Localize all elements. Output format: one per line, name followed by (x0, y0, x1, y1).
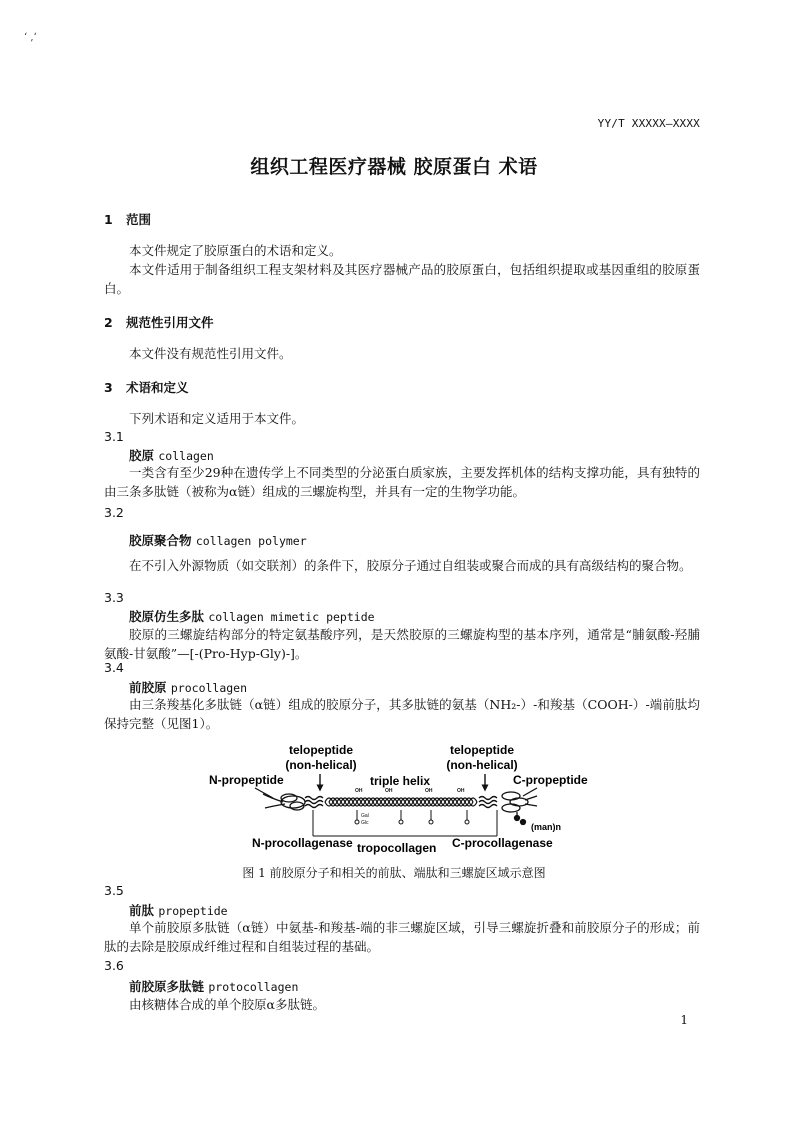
scan-marks: ‘ ,‘ (24, 32, 37, 43)
hydroxyl-markers (355, 788, 465, 794)
section-number: 2 (104, 315, 113, 330)
label-triple-helix: triple helix (370, 774, 431, 788)
term-heading (129, 446, 214, 464)
label-n-propeptide: N-propeptide (209, 773, 284, 787)
term-heading (129, 901, 228, 919)
term-heading (129, 678, 247, 696)
glycosylation-markers (355, 810, 469, 826)
label-non-helical-right: (non-helical) (446, 758, 518, 772)
oh-label: OH (425, 788, 433, 794)
c-propeptide-shape (502, 792, 537, 825)
term-en: collagen (158, 449, 214, 463)
term-en: procollagen (170, 681, 248, 695)
label-tropocollagen: tropocollagen (357, 841, 437, 855)
pointer-n-propeptide (255, 788, 273, 798)
term-zh: 前胶原多肽链 (129, 979, 205, 994)
term-en: propeptide (158, 904, 228, 918)
term-number: 3.2 (104, 505, 124, 520)
section-title: 范围 (126, 212, 152, 227)
section-title: 规范性引用文件 (126, 315, 214, 330)
oh-label: OH (355, 788, 363, 794)
label-non-helical-left: (non-helical) (285, 758, 357, 772)
section-1-paragraph-2: 本文件适用于制备组织工程支架材料及其医疗器械产品的胶原蛋白，包括组织提取或基因重组的胶原蛋白。 (104, 262, 700, 296)
section-2-heading (104, 313, 214, 331)
term-zh: 前肽 (129, 903, 155, 918)
page-number: 1 (680, 1013, 688, 1027)
n-propeptide-shape (263, 794, 305, 810)
section-3-paragraph-1: 下列术语和定义适用于本文件。 (129, 411, 305, 426)
label-telopeptide-left: telopeptide (288, 743, 354, 757)
label-telopeptide-right: telopeptide (449, 743, 515, 757)
label-n-procollagenase: N-procollagenase (252, 836, 353, 850)
pointer-c-propeptide (523, 788, 537, 796)
page-title: 组织工程医疗器械 胶原蛋白 术语 (250, 156, 538, 178)
term-definition: 在不引入外源物质（如交联剂）的条件下，胶原分子通过自组装或聚合而成的具有高级结构的聚合物。 (129, 558, 692, 573)
term-zh: 前胶原 (129, 680, 167, 695)
section-3-heading (104, 378, 189, 396)
term-en: protocollagen (208, 980, 299, 994)
term-number: 3.1 (104, 429, 124, 444)
term-definition: 由核糖体合成的单个胶原α多肽链。 (129, 997, 325, 1012)
procollagen-diagram (205, 738, 605, 858)
label-man-n: (man)n (531, 822, 561, 832)
label-c-propeptide: C-propeptide (513, 773, 588, 787)
section-1-paragraph-1: 本文件规定了胶原蛋白的术语和定义。 (129, 243, 342, 258)
gal-label: Gal (361, 813, 369, 819)
standard-code: YY/T XXXXX—XXXX (597, 117, 700, 130)
section-number: 3 (104, 380, 113, 395)
section-number: 1 (104, 212, 113, 227)
telopeptide-left-shape (305, 797, 323, 808)
term-zh: 胶原仿生多肽 (129, 609, 205, 624)
glc-label: Glc (361, 820, 369, 826)
section-title: 术语和定义 (126, 380, 189, 395)
section-2-paragraph-1: 本文件没有规范性引用文件。 (129, 346, 292, 361)
term-number: 3.6 (104, 958, 124, 973)
section-1-heading (104, 210, 151, 228)
term-heading (129, 977, 298, 995)
term-zh: 胶原 (129, 448, 155, 463)
term-heading (129, 531, 307, 549)
term-definition: 一类含有至少29种在遗传学上不同类型的分泌蛋白质家族，主要发挥机体的结构支撑功能，具有独特的由三条多肽链（被称为α链）组成的三螺旋构型，并具有一定的生物学功能。 (104, 465, 700, 499)
telopeptide-right-shape (479, 797, 497, 808)
term-number: 3.5 (104, 883, 124, 898)
term-en: collagen mimetic peptide (208, 610, 375, 624)
term-definition: 胶原的三螺旋结构部分的特定氨基酸序列，是天然胶原的三螺旋构型的基本序列，通常是“脯氨酸-羟脯氨酸-甘氨酸”—[-(Pro-Hyp-Gly)-]。 (104, 627, 700, 661)
term-definition: 由三条羧基化多肽链（α链）组成的胶原分子，其多肽链的氨基（NH₂-）-和羧基（COOH-）-端前肽均保持完整（见图1）。 (104, 697, 700, 731)
term-number: 3.4 (104, 660, 124, 675)
term-definition: 单个前胶原多肽链（α链）中氨基-和羧基-端的非三螺旋区域，引导三螺旋折叠和前胶原分子的形成；前肽的去除是胶原成纤维过程和自组装过程的基础。 (104, 920, 700, 954)
triple-helix-shape (325, 798, 477, 806)
term-number: 3.3 (104, 590, 124, 605)
oh-label: OH (385, 788, 393, 794)
term-zh: 胶原聚合物 (129, 533, 192, 548)
term-heading (129, 607, 375, 625)
figure-caption: 图 1 前胶原分子和相关的前肽、端肽和三螺旋区域示意图 (242, 866, 546, 880)
oh-label: OH (457, 788, 465, 794)
term-en: collagen polymer (195, 534, 307, 548)
label-c-procollagenase: C-procollagenase (452, 836, 553, 850)
